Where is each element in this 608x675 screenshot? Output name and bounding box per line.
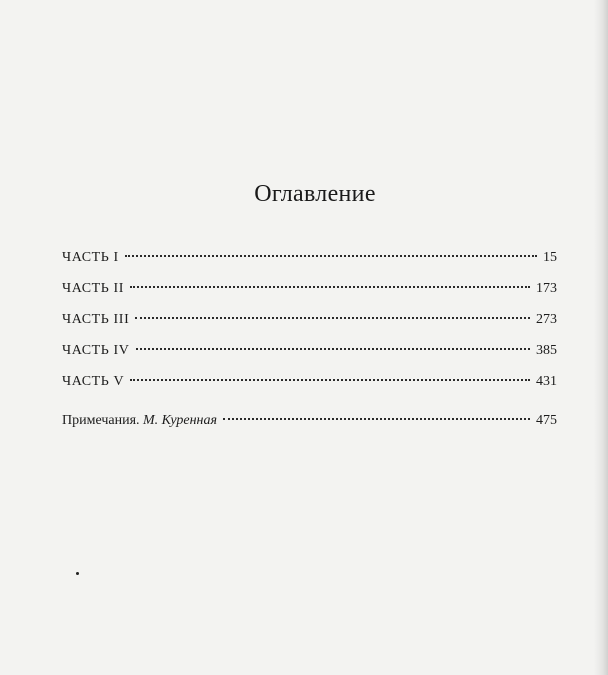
toc-entry-page: 273 <box>536 312 557 327</box>
dot-leader <box>136 348 530 350</box>
toc-entry-part-3[interactable] <box>62 312 557 343</box>
toc-entry-part-5[interactable] <box>62 374 557 405</box>
dot-leader <box>135 317 530 319</box>
toc-entry-label <box>62 413 217 429</box>
dot-leader <box>130 379 530 381</box>
toc-entry-part-1[interactable] <box>62 250 557 281</box>
dot-leader <box>223 418 530 420</box>
dot-leader <box>125 255 537 257</box>
notes-author: М. Куренная <box>143 413 218 428</box>
toc-entry-notes[interactable] <box>62 413 557 444</box>
toc-list <box>62 250 557 444</box>
toc-entry-label: ЧАСТЬ III <box>62 312 130 327</box>
dot-leader <box>130 286 530 288</box>
toc-entry-label: ЧАСТЬ V <box>62 374 125 389</box>
toc-entry-page: 15 <box>543 250 557 265</box>
toc-entry-page: 173 <box>536 281 557 296</box>
toc-title: Оглавление <box>254 181 376 207</box>
toc-entry-label: ЧАСТЬ II <box>62 281 125 296</box>
toc-entry-page: 475 <box>536 413 557 428</box>
notes-label: Примечания. <box>62 413 140 428</box>
ink-speck <box>76 572 79 575</box>
toc-entry-page: 431 <box>536 374 557 389</box>
toc-entry-part-4[interactable] <box>62 343 557 374</box>
toc-entry-label: ЧАСТЬ IV <box>62 343 130 358</box>
page-edge-shadow <box>594 0 608 675</box>
toc-entry-part-2[interactable] <box>62 281 557 312</box>
toc-entry-page: 385 <box>536 343 557 358</box>
toc-entry-label: ЧАСТЬ I <box>62 250 119 265</box>
